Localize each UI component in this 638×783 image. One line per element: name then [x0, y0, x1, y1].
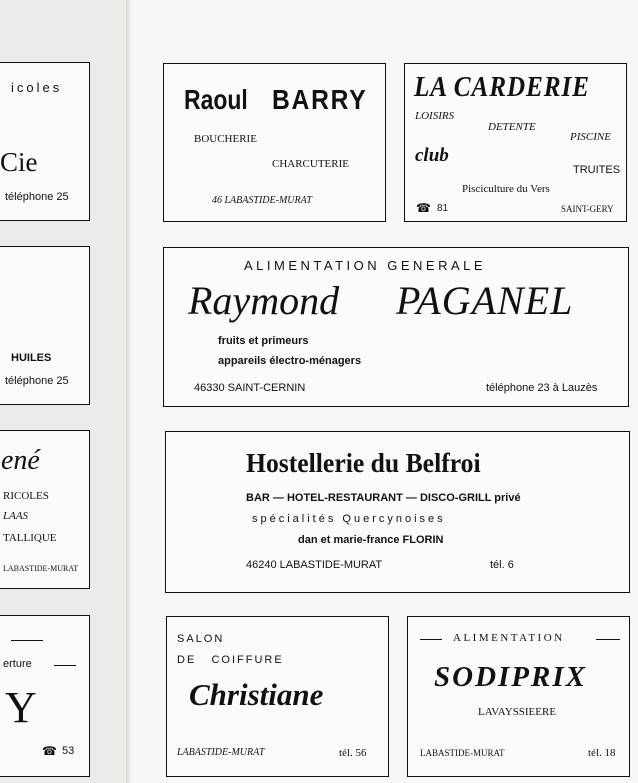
christiane-phone: tél. 56 — [339, 747, 367, 759]
sodiprix-phone: tél. 18 — [588, 747, 616, 759]
ad-la-carderie — [404, 63, 627, 222]
sodiprix-header: ALIMENTATION — [453, 632, 565, 644]
left-ad-3 — [0, 430, 90, 589]
ad-salon-christiane — [166, 616, 389, 777]
paganel-line2: appareils électro-ménagers — [218, 355, 362, 367]
telephone-icon: ☎ — [42, 744, 57, 758]
barry-line2: CHARCUTERIE — [272, 158, 349, 170]
carderie-pisciculture: Pisciculture du Vers — [462, 183, 550, 195]
carderie-word3: PISCINE — [570, 131, 611, 143]
carderie-place: SAINT-GERY — [561, 204, 614, 214]
carderie-phone: 81 — [437, 203, 449, 214]
ad-raoul-barry — [163, 63, 386, 222]
carderie-club: club — [415, 145, 449, 166]
christiane-line2: DE COIFFURE — [177, 654, 284, 666]
paganel-first-name: Raymond — [188, 278, 340, 323]
paganel-phone: téléphone 23 à Lauzès — [486, 382, 598, 394]
belfroi-owners: dan et marie-france FLORIN — [298, 534, 444, 546]
sodiprix-address: LABASTIDE-MURAT — [420, 748, 505, 758]
left-ad-3-address: LABASTIDE-MURAT — [3, 564, 79, 573]
belfroi-address: 46240 LABASTIDE-MURAT — [246, 559, 383, 571]
left-ad-4-phone: 53 — [62, 745, 75, 757]
paganel-last-name: PAGANEL — [396, 278, 574, 323]
carderie-title: LA CARDERIE — [414, 72, 590, 103]
left-ad-4-big: Y — [5, 683, 37, 732]
belfroi-services: BAR — HOTEL-RESTAURANT — DISCO-GRILL privé — [246, 492, 521, 504]
christiane-line1: SALON — [177, 633, 225, 645]
ad-hostellerie-belfroi — [165, 431, 630, 593]
left-ad-2-line1: HUILES — [11, 352, 52, 364]
telephone-icon: ☎ — [416, 201, 431, 215]
left-ad-1-line2: Cie — [0, 147, 38, 177]
sodiprix-rule-right — [596, 639, 620, 640]
paganel-address: 46330 SAINT-CERNIN — [194, 382, 306, 394]
left-ad-3-l1: RICOLES — [3, 490, 49, 502]
left-ad-4-l1: erture — [3, 658, 32, 670]
ad-raymond-paganel — [163, 247, 629, 407]
left-ad-4-rule-mid — [54, 665, 76, 666]
left-ad-3-name: ené — [1, 445, 40, 476]
left-ad-2-phone: téléphone 25 — [5, 375, 69, 387]
sodiprix-place: LAVAYSSIEERE — [478, 706, 557, 718]
barry-address: 46 LABASTIDE-MURAT — [212, 195, 312, 206]
christiane-name: Christiane — [189, 677, 324, 712]
barry-first-name: Raoul — [184, 84, 248, 115]
paganel-line1: fruits et primeurs — [218, 335, 309, 347]
carderie-word2: DETENTE — [488, 121, 536, 133]
belfroi-phone: tél. 6 — [490, 559, 514, 571]
belfroi-title: Hostellerie du Belfroi — [246, 448, 481, 478]
ad-sodiprix — [407, 616, 630, 777]
belfroi-specialites: spécialités Quercynoises — [252, 513, 446, 525]
sodiprix-rule-left — [420, 639, 442, 640]
left-ad-3-l2: LAAS — [3, 510, 29, 522]
carderie-word1: LOISIRS — [415, 110, 455, 122]
left-ad-1-line1: icoles — [11, 80, 63, 95]
christiane-address: LABASTIDE-MURAT — [177, 747, 265, 758]
barry-last-name: BARRY — [272, 84, 368, 115]
paganel-header: ALIMENTATION GENERALE — [244, 258, 487, 273]
left-ad-1-phone: téléphone 25 — [5, 191, 69, 203]
barry-line1: BOUCHERIE — [194, 133, 257, 145]
carderie-truites: TRUITES — [573, 164, 621, 176]
left-ad-1 — [0, 62, 90, 221]
sodiprix-name: SODIPRIX — [434, 661, 587, 693]
left-ad-2 — [0, 246, 90, 405]
left-ad-4 — [0, 615, 90, 777]
left-ad-3-l3: TALLIQUE — [3, 532, 57, 544]
left-ad-4-rule-top — [11, 640, 43, 641]
